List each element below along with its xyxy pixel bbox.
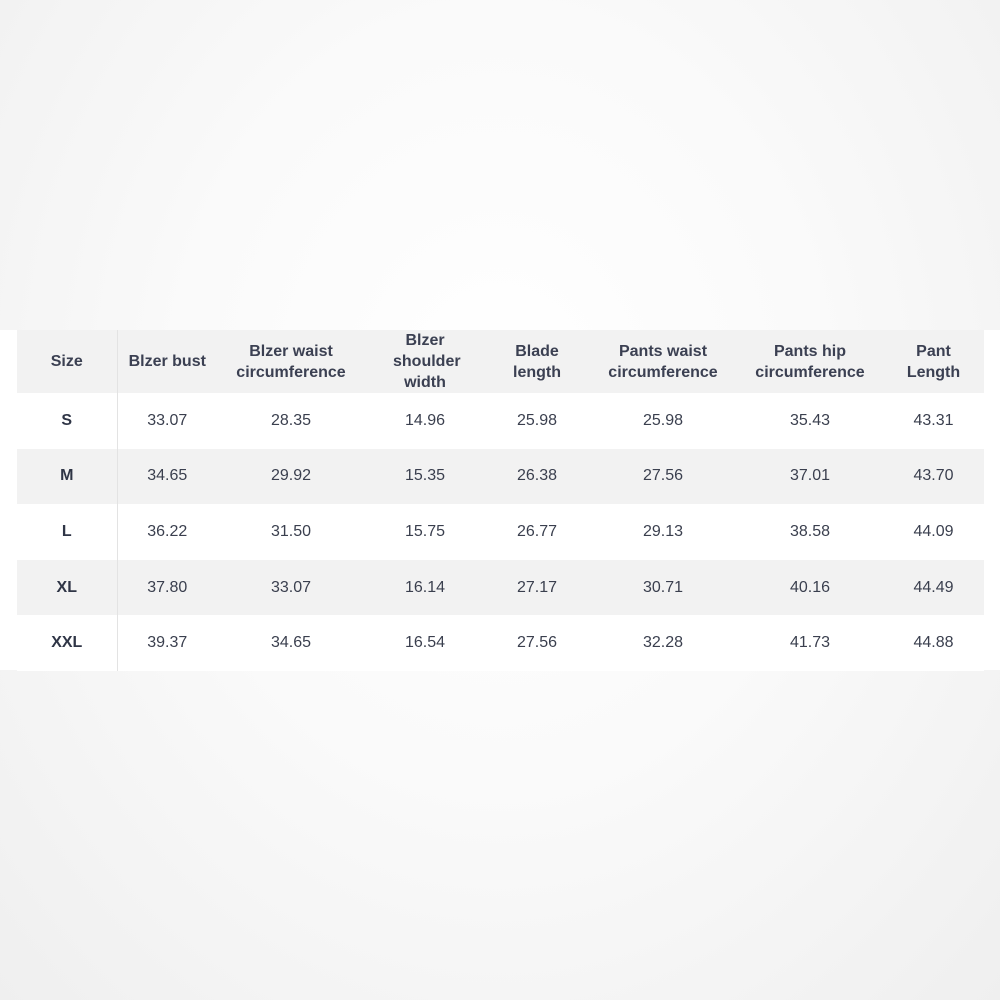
header-pants-hip: Pants hip circumference (755, 342, 865, 381)
table-cell: 16.14 (404, 578, 446, 596)
table-cell: 37.80 (147, 578, 188, 596)
table-cell: 28.35 (270, 411, 312, 429)
table-cell: 29.13 (642, 522, 684, 540)
size-chart-panel (0, 330, 1000, 670)
table-cell: 34.65 (270, 634, 312, 652)
size-cell: XL (17, 560, 117, 616)
table-cell: 14.96 (404, 411, 446, 429)
table-cell: 37.01 (789, 467, 831, 485)
table-row (17, 504, 984, 560)
table-cell: 44.88 (913, 634, 954, 652)
table-cell: 16.54 (404, 634, 446, 652)
table-cell: 31.50 (270, 522, 312, 540)
table-cell: 38.58 (789, 522, 831, 540)
size-cell: L (17, 504, 117, 560)
table-cell: 40.16 (789, 578, 831, 596)
table-cell: 33.07 (147, 411, 188, 429)
table-cell: 41.73 (789, 634, 831, 652)
table-row (17, 615, 984, 671)
table-cell: 25.98 (642, 411, 684, 429)
size-cell: M (17, 449, 117, 505)
table-header (17, 330, 984, 393)
table-cell: 33.07 (270, 578, 312, 596)
table-cell: 44.49 (913, 578, 954, 596)
header-blazer-bust: Blzer bust (128, 353, 206, 370)
header-blade-length: Blade length (513, 342, 561, 381)
table-cell: 43.31 (913, 411, 954, 429)
table-body (17, 393, 984, 671)
table-cell: 30.71 (642, 578, 684, 596)
header-pants-waist: Pants waist circumference (608, 342, 718, 381)
header-pant-length: Pant Length (906, 342, 961, 381)
size-chart-table (17, 330, 984, 671)
table-cell: 44.09 (913, 522, 954, 540)
table-cell: 27.56 (642, 467, 684, 485)
table-cell: 15.35 (404, 467, 446, 485)
table-cell: 26.38 (516, 467, 558, 485)
table-cell: 35.43 (789, 411, 831, 429)
table-row (17, 449, 984, 505)
table-cell: 15.75 (404, 522, 446, 540)
table-cell: 32.28 (642, 634, 684, 652)
table-row (17, 560, 984, 616)
table-cell: 27.56 (516, 634, 558, 652)
table-cell: 25.98 (516, 411, 558, 429)
table-cell: 43.70 (913, 467, 954, 485)
header-blazer-shoulder: Blzer shoulder width (393, 332, 461, 391)
header-blazer-waist: Blzer waist circumference (236, 342, 346, 381)
table-cell: 29.92 (270, 467, 312, 485)
table-cell: 27.17 (516, 578, 558, 596)
table-cell: 39.37 (147, 634, 188, 652)
header-size: Size (17, 330, 117, 393)
size-cell: XXL (17, 615, 117, 671)
table-row (17, 393, 984, 449)
header-row (17, 330, 984, 393)
table-cell: 34.65 (147, 467, 188, 485)
table-cell: 36.22 (147, 522, 188, 540)
size-cell: S (17, 393, 117, 449)
table-cell: 26.77 (516, 522, 558, 540)
